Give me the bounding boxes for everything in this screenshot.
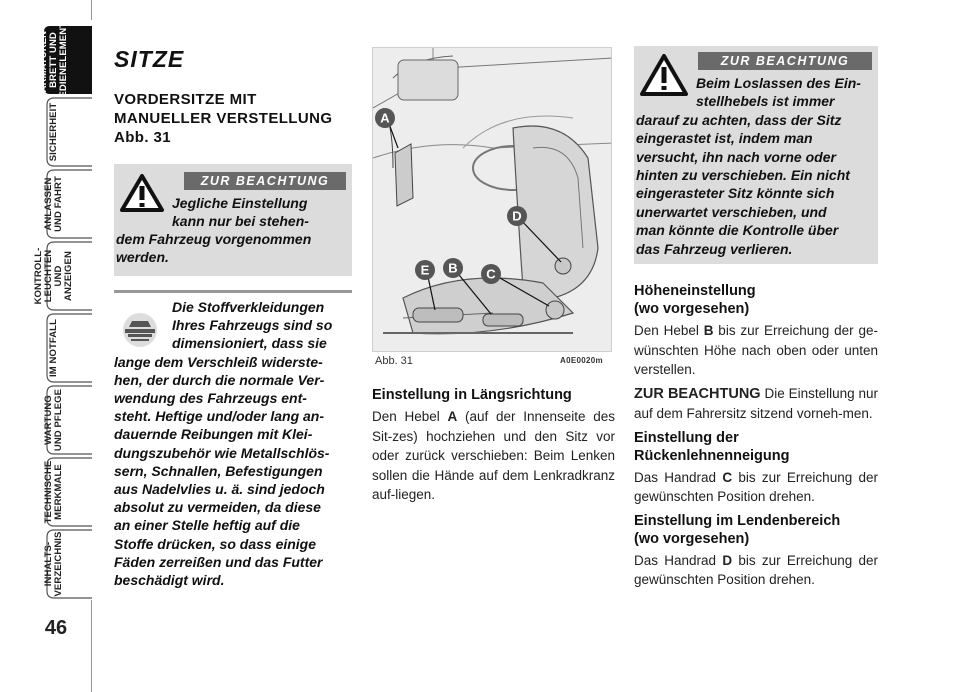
warning-line: eingerastet ist, indem man xyxy=(636,130,813,147)
care-line: Stoffe drücken, so dass einige xyxy=(114,535,317,552)
care-line: wendung des Fahrzeugs ent- xyxy=(114,390,307,407)
lumbar-adjust-text xyxy=(634,551,878,590)
warning-line: das Fahrzeug verlieren. xyxy=(636,240,793,257)
marker-c xyxy=(481,264,501,284)
care-line: an einer Stelle heftig auf die xyxy=(114,517,300,534)
tab-label: WARTUNG UND PFLEGE xyxy=(43,388,64,452)
marker-e xyxy=(415,260,435,280)
care-line: Fäden zerreißen und das Futter xyxy=(114,553,323,570)
text-run-bold: D xyxy=(722,552,733,568)
adjust-sections xyxy=(634,282,878,590)
care-line: sern, Schnallen, Befestigungen xyxy=(114,462,323,479)
warning-line: Beim Loslassen des Ein- xyxy=(696,75,861,91)
tab-label: ANLASSEN UND FAHRT xyxy=(43,176,64,232)
care-line: Ihres Fahrzeugs sind so xyxy=(172,317,333,334)
driver-seat-note xyxy=(634,384,878,424)
care-line: dimensioniert, dass sie xyxy=(172,335,327,352)
text-run: Das Handrad xyxy=(634,552,723,568)
warning-text xyxy=(114,194,346,266)
text-run: Das Handrad xyxy=(634,469,723,485)
text-run: bis zur Erreichung der gewünschten Position drehen. xyxy=(634,552,878,587)
text-run: bis zur Erreichung der ge-wünschten Höhe nach oben oder unten verstellen. xyxy=(634,323,878,377)
care-line: aus Nadelvlies u. ä. sind jedoch xyxy=(114,481,325,498)
care-line: absolut zu vermeiden, da diese xyxy=(114,499,321,516)
care-line: dauernde Reibungen mit Klei- xyxy=(114,426,313,443)
warning-line: unerwartet verschieben, und xyxy=(636,203,827,220)
warning-line: versucht, ihn nach vorne oder xyxy=(636,148,836,165)
marker-d xyxy=(507,206,527,226)
text-run: (auf der Innenseite des Sit-zes) hochziehen und den Sitz vor oder zurück verschieben: Beim Lenken sollen die Hände auf dem Lenkradkranz auf-liegen. xyxy=(372,409,615,502)
length-adjust-section xyxy=(372,386,615,505)
care-line: dungszubehör wie Metallschlös- xyxy=(114,444,330,461)
figure-caption: Abb. 31 xyxy=(375,355,413,367)
marker-b xyxy=(443,258,463,278)
text-run-bold: C xyxy=(722,469,733,485)
tab-label: ARMATUREN- BRETT UND BEDIENELEMENTE xyxy=(38,15,69,105)
text-run: Die Einstellung nur auf dem Fahrersitz sitzend vorneh-men. xyxy=(634,385,878,421)
tab-label: IM NOTFALL xyxy=(48,319,59,377)
heading-line: (wo vorgesehen) xyxy=(634,301,750,317)
section-title: SITZE xyxy=(114,46,185,72)
text-run-bold: B xyxy=(703,323,714,338)
length-adjust-text xyxy=(372,407,615,505)
subtitle-line: VORDERSITZE MIT xyxy=(114,91,257,108)
marker-label: E xyxy=(420,262,430,278)
chapter-tabs xyxy=(0,0,92,692)
warning-box-release xyxy=(634,46,878,264)
height-adjust-text xyxy=(634,321,878,380)
heading-line: Einstellung der xyxy=(634,429,739,446)
seat-illustration xyxy=(372,47,612,352)
figure-code: A0E0020m xyxy=(560,356,603,365)
text-run: Den Hebel xyxy=(634,323,704,338)
height-adjust-heading xyxy=(634,282,878,318)
warning-line: dem Fahrzeug vorgenommen xyxy=(116,231,312,247)
care-line: Die Stoffverkleidungen xyxy=(172,299,325,315)
heading-line: Höheneinstellung xyxy=(634,283,756,299)
warning-line: darauf zu achten, dass der Sitz xyxy=(636,111,842,128)
warning-text xyxy=(634,74,872,258)
care-line: beschädigt wird. xyxy=(114,572,225,589)
text-run: bis zur Erreichung der gewünschten Position drehen. xyxy=(634,469,878,504)
warning-banner: ZUR BEACHTUNG xyxy=(698,52,872,70)
warning-line: stellhebels ist immer xyxy=(696,93,835,110)
care-text xyxy=(114,298,352,589)
marker-label: D xyxy=(512,208,522,224)
warning-line: kann nur bei stehen- xyxy=(172,213,309,229)
marker-a xyxy=(375,108,395,128)
subsection-title xyxy=(114,90,364,147)
warning-line: eingerasteter Sitz könnte sich xyxy=(636,185,835,202)
subtitle-line: MANUELLER VERSTELLUNG xyxy=(114,110,333,127)
warning-line: hinten zu verschieben. Ein nicht xyxy=(636,167,850,184)
marker-label: A xyxy=(380,110,390,126)
care-line: lange dem Verschleiß widerste- xyxy=(114,353,323,370)
sidebar-rule xyxy=(0,0,92,692)
backrest-adjust-heading xyxy=(634,429,878,465)
marker-label: B xyxy=(448,260,458,276)
warning-line: man könnte die Kontrolle über xyxy=(636,222,839,239)
page-number: 46 xyxy=(44,617,68,639)
length-adjust-heading: Einstellung in Längsrichtung xyxy=(372,387,572,403)
heading-line: (wo vorgesehen) xyxy=(634,530,750,547)
warning-box xyxy=(114,164,352,276)
marker-label: C xyxy=(486,266,496,282)
heading-line: Einstellung im Lendenbereich xyxy=(634,512,841,529)
lumbar-adjust-heading xyxy=(634,512,878,548)
care-line: hen, der durch die normale Ver- xyxy=(114,371,325,388)
seat-drawing xyxy=(373,48,612,352)
tab-label: KONTROLL- LEUCHTEN UND ANZEIGEN xyxy=(33,247,74,305)
text-run-bold: A xyxy=(447,409,458,424)
note-label: ZUR BEACHTUNG xyxy=(634,385,761,402)
tab-label: TECHNISCHE MERKMALE xyxy=(43,460,64,524)
tab-label: SICHERHEIT xyxy=(48,102,59,162)
care-line: steht. Heftige und/oder lang an- xyxy=(114,408,325,425)
subtitle-line: Abb. 31 xyxy=(114,129,171,146)
warning-line: werden. xyxy=(116,249,169,265)
warning-banner: ZUR BEACHTUNG xyxy=(184,172,346,190)
tab-label: INHALTS- VERZEICHNIS xyxy=(43,531,64,597)
backrest-adjust-text xyxy=(634,468,878,507)
warning-line: Jegliche Einstellung xyxy=(172,195,308,211)
heading-line: Rückenlehnenneigung xyxy=(634,447,790,464)
care-divider xyxy=(114,290,352,293)
text-run: Den Hebel xyxy=(372,409,448,424)
